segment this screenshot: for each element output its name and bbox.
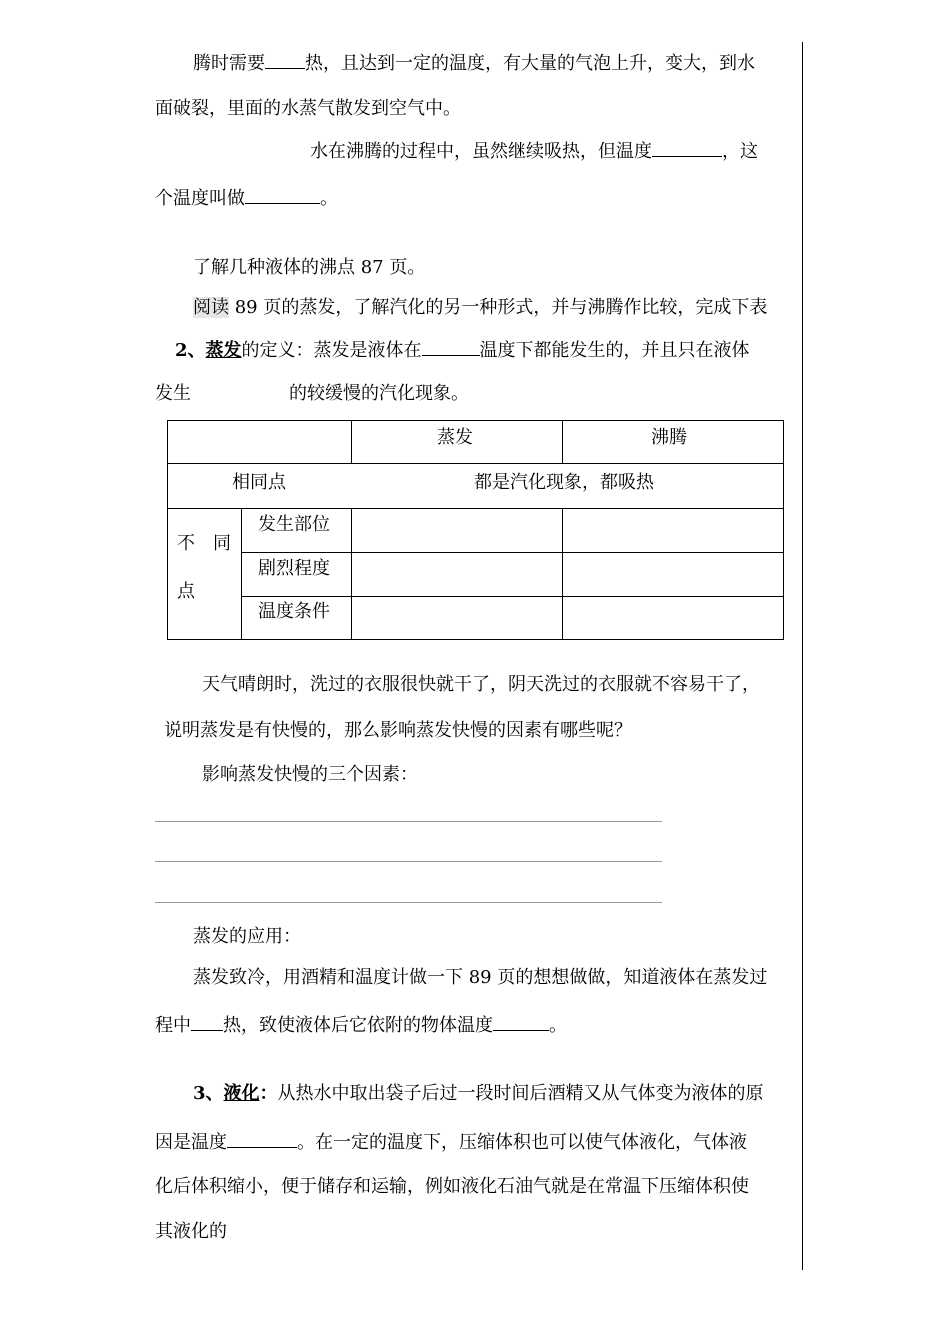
fill-blank[interactable] — [191, 1012, 223, 1031]
table-border — [783, 420, 784, 640]
row-label-location: 发生部位 — [258, 514, 330, 535]
table-border — [167, 463, 784, 464]
text-line-1 — [193, 50, 755, 76]
diff-label-line-1: 不 同 — [177, 533, 231, 554]
section-3-heading — [193, 1082, 764, 1106]
table-border — [241, 508, 242, 640]
section-number: 3、 — [193, 1083, 224, 1104]
section-term: 蒸发 — [205, 340, 242, 361]
section-3-line-2 — [155, 1129, 747, 1155]
fill-blank[interactable] — [493, 1012, 549, 1031]
fill-blank[interactable] — [245, 185, 320, 204]
row-label-intensity: 剧烈程度 — [258, 558, 330, 579]
table-border — [562, 420, 563, 464]
text-fragment: 发生 — [155, 383, 191, 404]
text-line-3 — [310, 138, 758, 164]
fill-blank[interactable] — [652, 138, 722, 157]
table-border — [241, 552, 784, 553]
application-label: 蒸发的应用： — [193, 926, 301, 947]
text-fragment: 89 页的蒸发，了解汽化的另一种形式，并与沸腾作比较，完成下表 — [229, 297, 768, 318]
row-label-temperature: 温度条件 — [258, 601, 330, 622]
text-fragment: 。 — [549, 1015, 567, 1036]
text-fragment: 。在一定的温度下，压缩体积也可以使气体液化，气体液 — [297, 1132, 747, 1153]
text-line-6 — [193, 296, 767, 320]
factors-label: 影响蒸发快慢的三个因素： — [202, 764, 418, 785]
text-fragment: 。 — [320, 188, 338, 209]
application-line-1: 蒸发致冷，用酒精和温度计做一下 89 页的想想做做，知道液体在蒸发过 — [193, 967, 768, 988]
fill-blank[interactable] — [422, 337, 480, 356]
text-fragment: 腾时需要 — [193, 53, 265, 74]
text-fragment: 的定义：蒸发是液体在 — [241, 340, 422, 361]
text-fragment: ： — [259, 1083, 278, 1104]
section-3-line-3: 化后体积缩小，便于储存和运输，例如液化石油气就是在常温下压缩体积使 — [155, 1176, 749, 1197]
application-line-2 — [155, 1012, 567, 1038]
text-line-4 — [155, 185, 338, 211]
answer-line-3[interactable] — [155, 902, 662, 903]
weather-paragraph-line-1: 天气晴朗时，洗过的衣服很快就干了，阴天洗过的衣服就不容易干了， — [202, 674, 760, 695]
text-fragment: 热，且达到一定的温度，有大量的气泡上升，变大，到水 — [305, 53, 755, 74]
text-fragment: 温度下都能发生的，并且只在液体 — [479, 340, 750, 361]
text-line-2: 面破裂，里面的水蒸气散发到空气中。 — [155, 98, 461, 119]
text-fragment: 程中 — [155, 1015, 191, 1036]
text-fragment: 水在沸腾的过程中，虽然继续吸热，但温度 — [310, 141, 652, 162]
section-number: 2、 — [175, 340, 206, 361]
table-border — [562, 508, 563, 640]
text-fragment: 个温度叫做 — [155, 188, 245, 209]
header-evaporation: 蒸发 — [437, 427, 473, 448]
fill-blank[interactable] — [265, 50, 305, 69]
section-3-line-4: 其液化的 — [155, 1221, 227, 1242]
section-2-line-2 — [155, 382, 469, 406]
comparison-table — [167, 420, 784, 640]
section-2-heading — [175, 337, 750, 363]
text-fragment: ，这 — [722, 141, 758, 162]
table-border — [167, 420, 168, 640]
page-margin-line — [802, 42, 803, 1270]
weather-paragraph-line-2: 说明蒸发是有快慢的，那么影响蒸发快慢的因素有哪些呢？ — [164, 720, 632, 741]
diff-label-line-2: 点 — [177, 581, 195, 602]
table-border — [241, 596, 784, 597]
header-boiling: 沸腾 — [651, 427, 687, 448]
text-line-5: 了解几种液体的沸点 87 页。 — [193, 257, 426, 278]
text-fragment: 因是温度 — [155, 1132, 227, 1153]
highlighted-text: 阅读 — [193, 297, 229, 318]
answer-line-1[interactable] — [155, 821, 662, 822]
text-fragment: 的较缓慢的汽化现象。 — [289, 383, 469, 404]
answer-line-2[interactable] — [155, 861, 662, 862]
table-border — [351, 508, 352, 640]
same-point-label: 相同点 — [232, 472, 286, 493]
section-term: 液化 — [223, 1083, 260, 1104]
fill-blank[interactable] — [227, 1129, 297, 1148]
text-fragment: 热，致使液体后它依附的物体温度 — [223, 1015, 493, 1036]
table-border — [351, 420, 352, 464]
text-fragment: 从热水中取出袋子后过一段时间后酒精又从气体变为液体的原 — [277, 1083, 764, 1104]
table-border — [167, 639, 784, 640]
same-point-value: 都是汽化现象，都吸热 — [474, 472, 654, 493]
table-border — [167, 420, 784, 421]
table-border — [167, 508, 784, 509]
